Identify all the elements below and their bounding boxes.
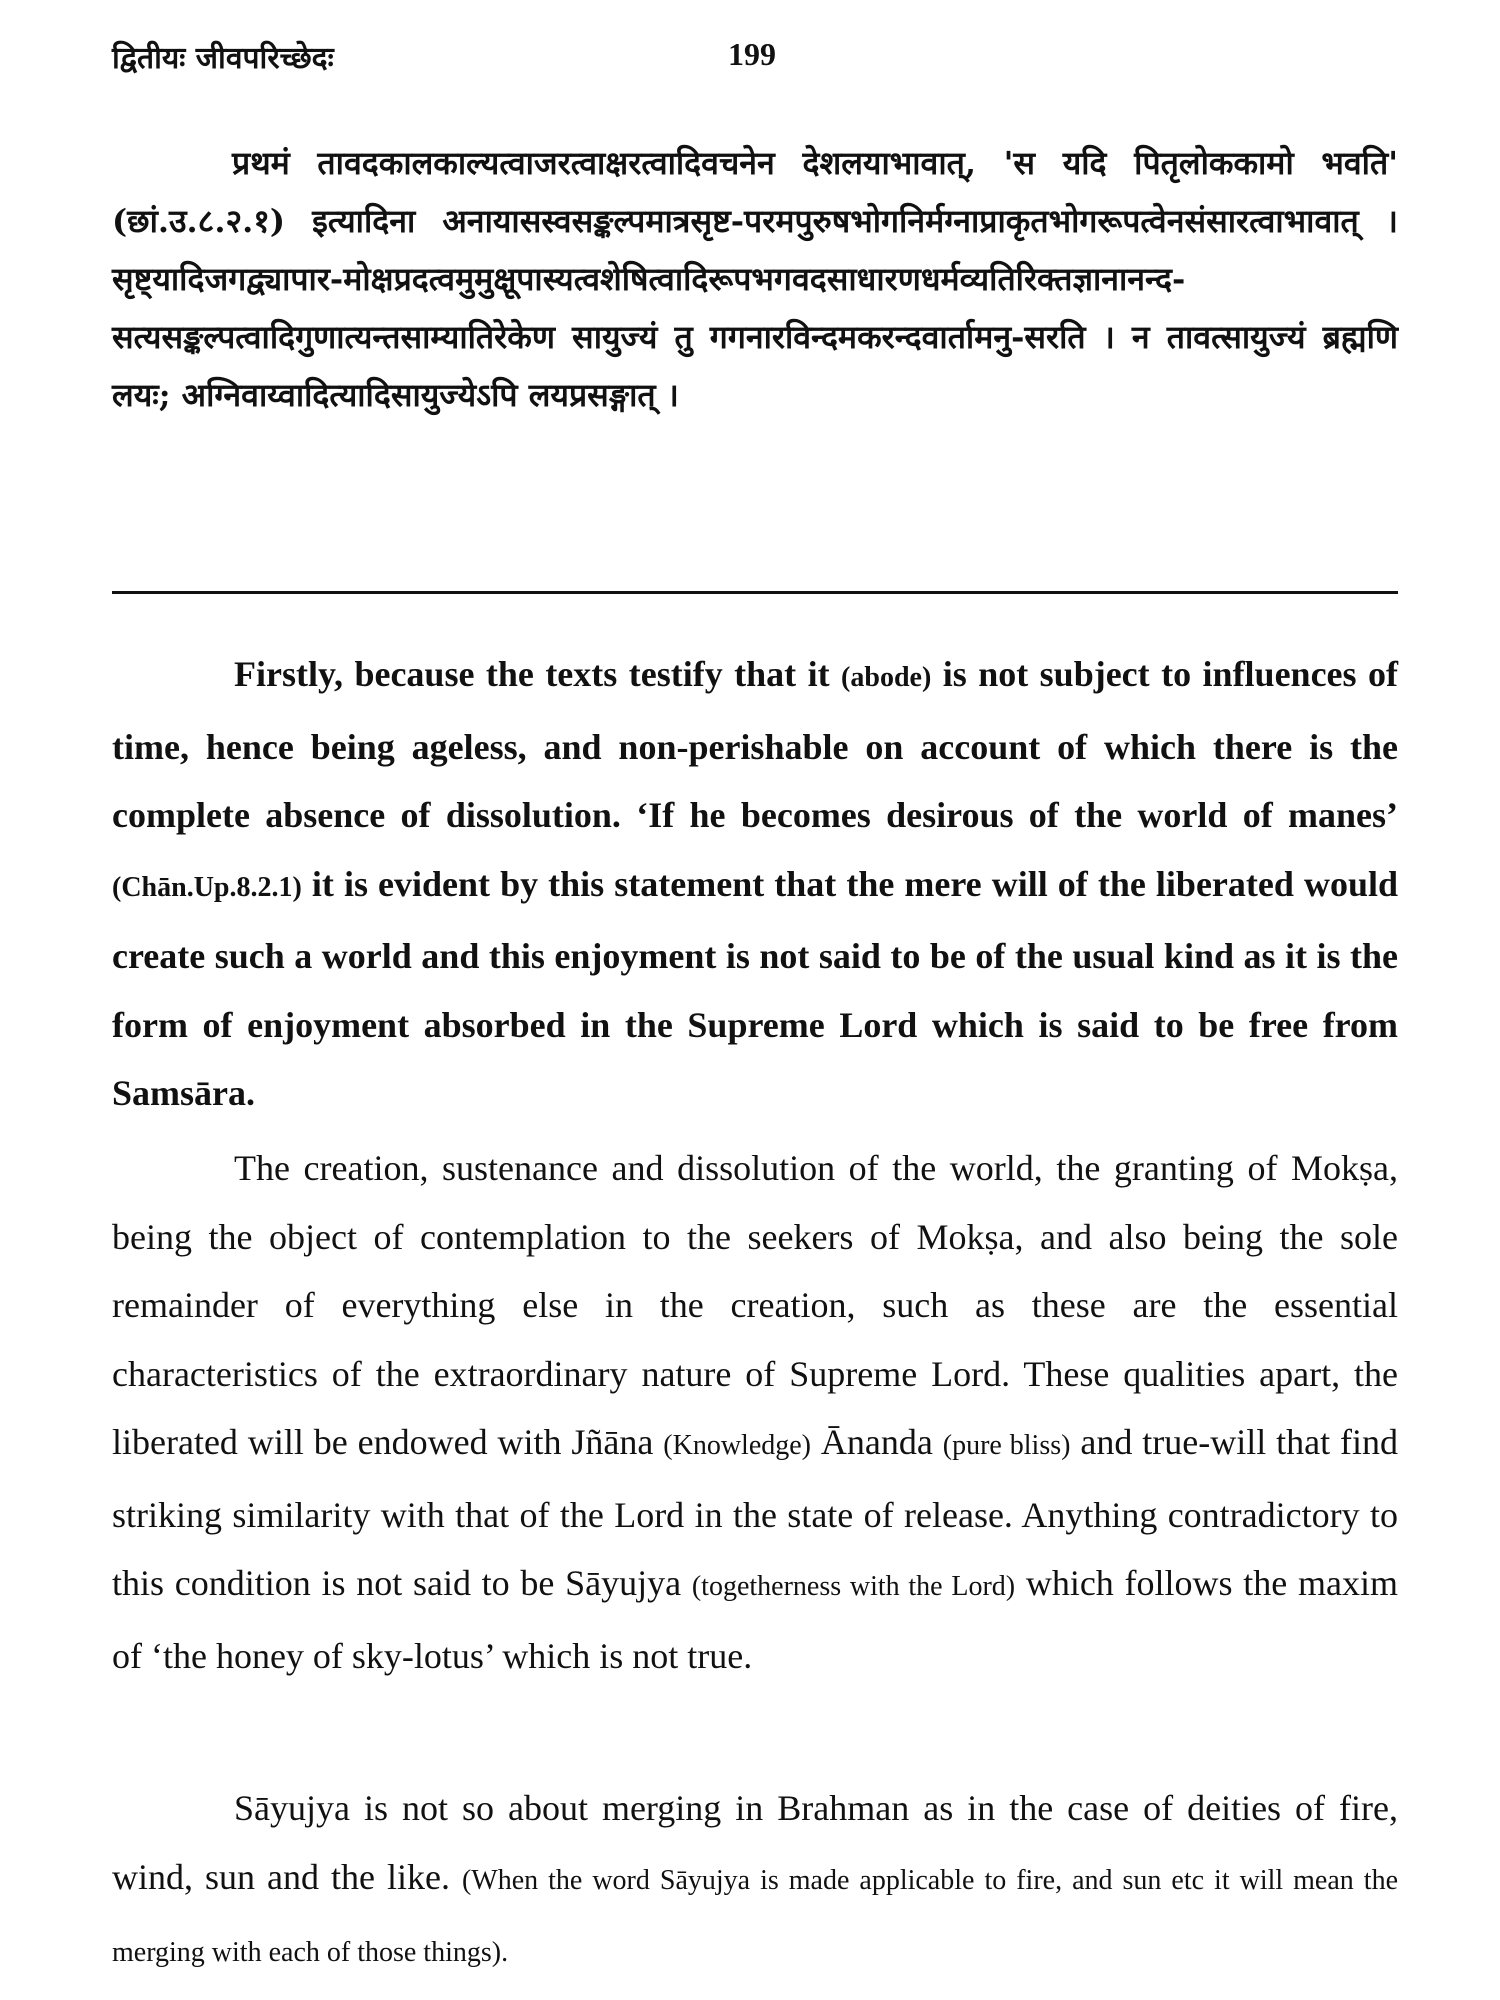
text-span: and true-will that find striking similarity with that of the Lord in the state of release. Anything contradictory to this condition is not said to be Sāyujya (112, 1422, 1398, 1603)
divider-rule (112, 591, 1398, 594)
text-span: it is evident by this statement that the mere will of the liberated would create such a world and this enjoyment is not said to be of the usual kind as it is the form of enjoyment absorbed in the Supreme Lord which is said to be free from Samsāra. (112, 863, 1398, 1113)
sanskrit-text: प्रथमं तावदकालकाल्यत्वाजरत्वाक्षरत्वादिवचनेन देशलयाभावात्, 'स यदि पितृलोककामो भवति' (छां.उ.८.२.१) इत्यादिना अनायासस्वसङ्कल्पमात्रसृष्ट-परमपुरुषभोगनिर्मग्नाप्राकृतभोगरूपत्वेनसंसारत्वाभावात् । सृष्ट्यादिजगद्व्यापार-मोक्षप्रदत्वमुमुक्षूपास्यत्वशेषित्वादिरूपभगवदसाधारणधर्मव्यतिरिक्तज्ञानानन्द-सत्यसङ्कल्पत्वादिगुणात्यन्तसाम्यातिरेकेण सायुज्यं तु गगनारविन्दमकरन्दवार्तामनु-सरति । न तावत्सायुज्यं ब्रह्मणि लयः; अग्निवाय्वादित्यादिसायुज्येऽपि लयप्रसङ्गात् । (112, 144, 1398, 414)
text-span: Sāyujya is not so about merging in Brahman as in the case of deities of fire, wind, sun and the like. (112, 1788, 1398, 1897)
citation: (Chān.Up.8.2.1) (112, 871, 302, 903)
annotation: (pure bliss) (942, 1430, 1071, 1461)
annotation: (When the word Sāyujya is made applicable to fire, and sun etc it will mean the merging with each of those things). (112, 1864, 1398, 1968)
annotation: (abode) (841, 662, 932, 693)
annotation: (togetherness with the Lord) (691, 1571, 1016, 1602)
page-number: 199 (728, 36, 776, 72)
text-span: Firstly, because the texts testify that it (234, 654, 842, 694)
text-span: The creation, sustenance and dissolution of the world, the granting of Mokṣa, being the object of contemplation to the seekers of Mokṣa, and also being the sole remainder of everything else in the creation, such as these are the essential characteristics of the extraordinary nature of Supreme Lord. These qualities apart, the liberated will be endowed with Jñāna (112, 1148, 1398, 1462)
running-head: द्वितीयः जीवपरिच्छेदः (112, 41, 334, 76)
text-span: is not subject to influences of time, hence being ageless, and non-perishable on account of which there is the complete absence of dissolution. ‘If he becomes desirous of the world of manes’ (112, 654, 1398, 835)
translation-paragraph-1 (112, 640, 1398, 1128)
translation-paragraph-2 (112, 1134, 1398, 1690)
text-span: which follows the maxim of ‘the honey of sky-lotus’ which is not true. (112, 1563, 1398, 1676)
annotation: (Knowledge) (663, 1430, 812, 1461)
translation-paragraph-3 (112, 1774, 1398, 1988)
text-span: Ānanda (811, 1422, 943, 1462)
